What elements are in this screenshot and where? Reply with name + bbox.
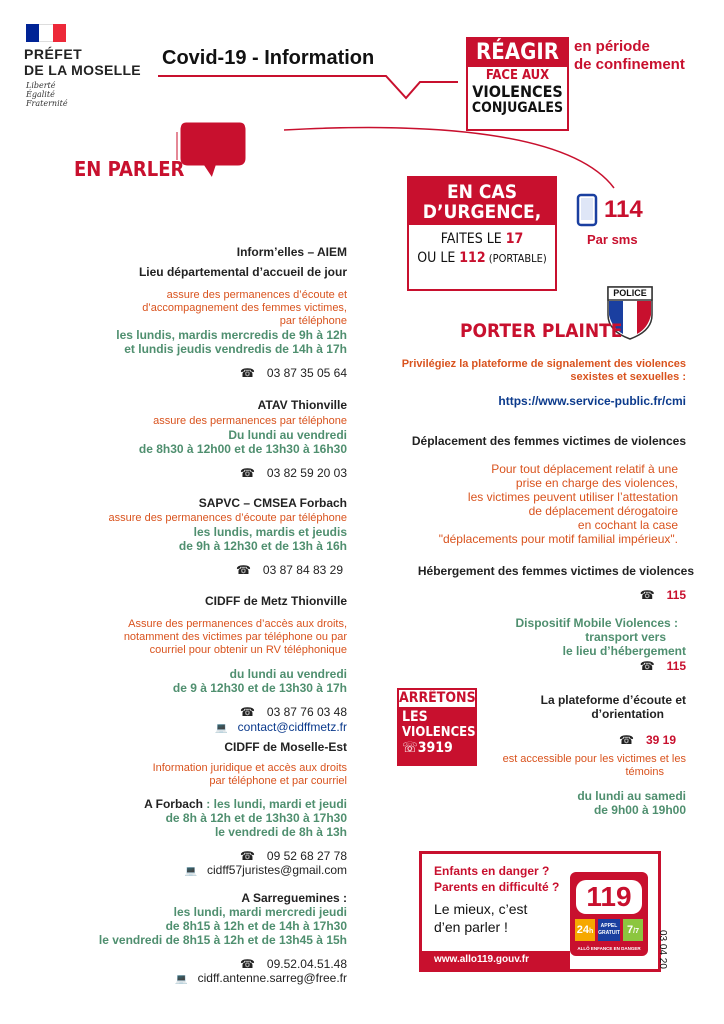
mobile-line3: le lieu d’hébergement <box>562 644 686 658</box>
prefet-line2: DE LA MOSELLE <box>24 62 141 78</box>
arretons-line3: VIOLENCES <box>402 725 476 740</box>
banner-24: 24 <box>576 924 589 936</box>
cidff-est-title: CIDFF de Moselle-Est <box>224 740 347 754</box>
banner-119-number: 119 <box>586 881 632 912</box>
urgence-top <box>409 178 555 225</box>
urgence-112: 112 <box>459 250 486 266</box>
reagir-line3: CONJUGALES <box>471 100 564 116</box>
phone-icon: ☎ <box>239 366 255 380</box>
motto-fraternite: Fraternité <box>26 99 68 108</box>
sarreg-hours3: le vendredi de 8h15 à 12h et de 13h45 à 15h <box>98 933 347 947</box>
forbach-phone[interactable]: 09 52 68 27 78 <box>266 849 347 863</box>
mobile-line2: transport vers <box>585 630 666 644</box>
marianne-logo <box>26 24 66 42</box>
urgence-line2-post: (PORTABLE) <box>485 252 547 265</box>
cidff-est-desc2: par téléphone et par courriel <box>209 775 347 787</box>
cidff-metz-hours1: du lundi au vendredi <box>229 667 347 681</box>
banner-24-suffix: h <box>588 928 594 935</box>
urgence-line1 <box>409 230 555 249</box>
aiem-desc1: assure des permanences d’écoute et <box>166 289 347 301</box>
sms-number: 114 <box>604 196 643 223</box>
banner-line2: Parents en difficulté ? <box>434 880 560 894</box>
dep-line5: en cochant la case <box>577 518 678 532</box>
arretons-line4: ☏3919 <box>402 740 453 756</box>
phone-icon: ☎ <box>619 733 634 747</box>
periode-line1: en période <box>574 38 650 55</box>
ecoute-title2: d’orientation <box>591 707 664 721</box>
banner-appel1: APPEL <box>600 923 618 929</box>
ecoute-hours2: de 9h00 à 19h00 <box>593 803 686 817</box>
banner-appel-badge <box>598 919 620 941</box>
section-sapvc <box>17 496 347 577</box>
banner-119 <box>419 851 661 972</box>
banner-line3: Le mieux, c’est <box>434 901 528 917</box>
sarreg-phone-row <box>17 957 347 971</box>
section-deplacement <box>366 434 686 546</box>
hebergement-phone-row <box>364 588 694 602</box>
banner-24-badge <box>575 919 595 941</box>
section-cidff-est <box>17 740 347 987</box>
forbach-row <box>17 797 347 811</box>
phone-icon: ☎ <box>239 957 255 971</box>
cidff-metz-desc1: Assure des permanences d’accès aux droits, <box>128 618 347 630</box>
aiem-phone-row <box>17 366 347 380</box>
computer-icon: 💻 <box>215 723 228 734</box>
forbach-hours3: le vendredi de 8h à 13h <box>214 825 347 839</box>
sarreg-hours1: les lundi, mardi mercredi jeudi <box>173 905 347 919</box>
reagir-line1: FACE AUX <box>485 68 550 83</box>
forbach-hours1: : les lundi, mardi et jeudi <box>202 797 347 811</box>
aiem-hours2: et lundis jeudis vendredis de 14h à 17h <box>124 342 347 356</box>
motto-egalite: Égalité <box>26 90 55 99</box>
arretons-red <box>399 709 475 765</box>
section-hebergement <box>364 564 694 602</box>
arretons-3919: 3919 <box>417 740 453 756</box>
phone-icon: ☎ <box>235 563 251 577</box>
plateforme-text2: sexistes et sexuelles : <box>570 371 686 383</box>
urgence-box <box>407 176 557 291</box>
cidff-metz-hours2: de 9 à 12h30 et de 13h30 à 17h <box>172 681 347 695</box>
sapvc-title: SAPVC – CMSEA Forbach <box>198 496 347 510</box>
sapvc-desc1: assure des permanences d’écoute par téléphone <box>108 512 347 524</box>
banner-line4: d’en parler ! <box>434 919 508 935</box>
reagir-box <box>466 37 569 131</box>
section-atav <box>17 398 347 480</box>
urgence-line1-pre: FAITES LE <box>440 231 506 247</box>
reagir-top: RÉAGIR <box>468 39 567 67</box>
phone-icon: ☎ <box>239 466 255 480</box>
aiem-title: Inform’elles – AIEM <box>236 245 347 259</box>
banner-77: 7 <box>627 924 634 936</box>
aiem-hours1: les lundis, mardis mercredis de 9h à 12h <box>116 328 347 342</box>
dep-line6: "déplacements pour motif familial impérieux". <box>438 532 678 546</box>
forbach-hours2: de 8h à 12h et de 13h30 à 17h30 <box>165 811 347 825</box>
dep-line1: Pour tout déplacement relatif à une <box>491 462 678 476</box>
section-plateforme <box>366 358 686 408</box>
forbach-phone-row <box>17 849 347 863</box>
forbach-label: A Forbach <box>144 797 203 811</box>
atav-phone-row <box>17 466 347 480</box>
cidff-metz-desc3: courriel pour obtenir un RV téléphonique <box>149 644 347 656</box>
aiem-phone[interactable]: 03 87 35 05 64 <box>266 366 347 380</box>
urgence-17: 17 <box>505 231 524 247</box>
sarreg-email[interactable]: cidff.antenne.sarreg@free.fr <box>197 971 347 985</box>
banner-77-suffix: /7 <box>633 928 639 935</box>
forbach-email[interactable]: cidff57juristes@gmail.com <box>206 863 347 877</box>
computer-icon: 💻 <box>175 974 188 985</box>
atav-title: ATAV Thionville <box>257 398 347 412</box>
smartphone-icon <box>576 193 598 227</box>
computer-icon: 💻 <box>184 866 197 877</box>
ecoute-desc2: témoins <box>625 766 664 778</box>
ecoute-phone[interactable]: 39 19 <box>645 733 676 747</box>
ecoute-desc1: est accessible pour les victimes et les <box>502 753 686 765</box>
sarreg-label: A Sarreguemines : <box>241 891 347 905</box>
phone-icon: ☎ <box>239 705 255 719</box>
banner-allo: ALLÔ ENFANCE EN DANGER <box>577 946 641 951</box>
sapvc-phone[interactable]: 03 87 84 83 29 <box>262 563 343 577</box>
police-label: POLICE <box>613 288 647 298</box>
mobile-phone[interactable]: 115 <box>666 659 686 673</box>
hebergement-phone[interactable]: 115 <box>666 588 686 602</box>
banner-line1: Enfants en danger ? <box>434 864 550 878</box>
motto <box>26 81 68 108</box>
arretons-line2: LES <box>402 709 428 725</box>
forbach-email-row <box>17 863 347 879</box>
motto-liberte: Liberté <box>26 81 56 90</box>
section-aiem <box>17 245 347 380</box>
urgence-line2 <box>409 249 555 268</box>
page-title: Covid-19 - Information <box>162 47 375 69</box>
atav-hours1: Du lundi au vendredi <box>228 428 347 442</box>
mobile-phone-row <box>386 659 686 673</box>
title-underline-icon <box>158 74 458 104</box>
ecoute-phone-row <box>466 733 686 747</box>
section-ecoute <box>466 693 686 817</box>
sapvc-hours1: les lundis, mardis et jeudis <box>193 525 347 539</box>
cidff-metz-email-row <box>17 720 347 736</box>
atav-hours2: de 8h30 à 12h00 et de 13h30 à 16h30 <box>138 442 347 456</box>
aiem-desc2: d’accompagnement des femmes victimes, <box>142 302 347 314</box>
atav-desc1: assure des permanences par téléphone <box>153 415 347 427</box>
banner-77-badge <box>623 919 643 941</box>
urgence-top2: D’URGENCE, <box>422 201 542 223</box>
date-stamp: 03 04 20 <box>657 930 668 969</box>
sapvc-phone-row <box>17 563 347 577</box>
phone-icon: ☎ <box>639 659 655 673</box>
cidff-metz-title: CIDFF de Metz Thionville <box>204 594 347 608</box>
cidff-metz-desc2: notamment des victimes par téléphone ou par <box>123 631 347 643</box>
sapvc-hours2: de 9h à 12h30 et de 13h à 16h <box>178 539 347 553</box>
phone-icon: ☎ <box>639 588 655 602</box>
reagir-line2: VIOLENCES <box>472 82 563 101</box>
mobile-line1: Dispositif Mobile Violences : <box>515 616 678 630</box>
sms-label: Par sms <box>587 232 638 247</box>
section-cidff-metz <box>17 594 347 736</box>
en-parler-heading: EN PARLER <box>74 157 185 181</box>
dep-line2: prise en charge des violences, <box>515 476 678 490</box>
atav-phone[interactable]: 03 82 59 20 03 <box>266 466 347 480</box>
prefet-line1: PRÉFET <box>24 46 83 62</box>
periode-line2: de confinement <box>574 56 685 73</box>
ecoute-hours1: du lundi au samedi <box>577 789 686 803</box>
dep-line3: les victimes peuvent utiliser l’attestation <box>467 490 678 504</box>
cidff-metz-phone-row <box>17 705 347 719</box>
ecoute-title1: La plateforme d’écoute et <box>540 693 686 707</box>
cidff-metz-phone[interactable]: 03 87 76 03 48 <box>266 705 347 719</box>
deplacement-title: Déplacement des femmes victimes de violences <box>411 434 686 448</box>
urgence-top1: EN CAS <box>446 181 518 203</box>
phone-icon: ☎ <box>239 849 255 863</box>
banner-appel2: GRATUIT <box>598 930 620 936</box>
porter-plainte-heading: PORTER PLAINTE <box>460 320 623 342</box>
sarreg-hours2: de 8h15 à 12h et de 14h à 17h30 <box>165 919 347 933</box>
sarreg-phone[interactable]: 09.52.04.51.48 <box>266 957 347 971</box>
sarreg-email-row <box>17 971 347 987</box>
cidff-est-desc1: Information juridique et accès aux droits <box>152 762 347 774</box>
urgence-line2-pre: OU LE <box>417 250 460 266</box>
cidff-metz-email[interactable]: contact@cidffmetz.fr <box>237 720 347 734</box>
banner-119-number-box <box>576 880 642 914</box>
section-mobile <box>386 616 686 673</box>
arretons-box <box>397 688 477 766</box>
banner-url[interactable]: www.allo119.gouv.fr <box>422 951 570 969</box>
plateforme-text1: Privilégiez la plateforme de signalement des violences <box>401 358 686 370</box>
arretons-line1: ARRÊTONS <box>399 690 475 709</box>
banner-119-logo <box>570 872 648 956</box>
aiem-subtitle: Lieu départemental d’accueil de jour <box>138 265 347 279</box>
plateforme-url[interactable]: https://www.service-public.fr/cmi <box>498 394 686 408</box>
dep-line4: de déplacement dérogatoire <box>528 504 678 518</box>
speech-bubble-icon <box>176 118 248 182</box>
hebergement-title: Hébergement des femmes victimes de violences <box>417 564 694 578</box>
aiem-desc3: par téléphone <box>279 315 347 327</box>
